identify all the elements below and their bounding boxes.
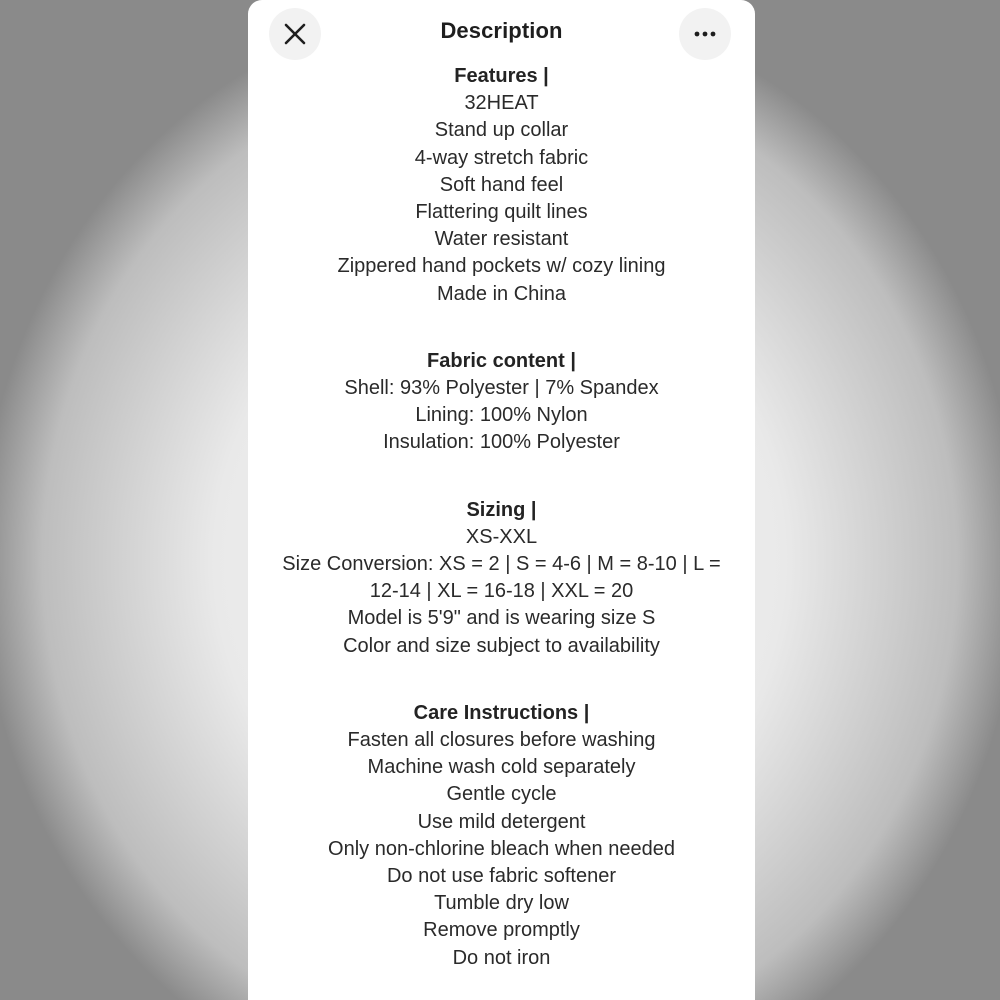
fabric-line: Lining: 100% Nylon [415, 404, 588, 427]
sheet-header [248, 0, 755, 66]
section-title: Care Instructions | [413, 701, 590, 724]
feature-line: Soft hand feel [439, 173, 564, 196]
feature-line: 4-way stretch fabric [414, 146, 589, 169]
feature-line: Zippered hand pockets w/ cozy lining [337, 255, 666, 278]
features-section [266, 63, 737, 308]
feature-line: Stand up collar [434, 119, 569, 142]
description-body [266, 63, 737, 972]
sizing-line: Model is 5'9" and is wearing size S [347, 607, 656, 630]
fabric-section [266, 348, 737, 457]
feature-line: 32HEAT [464, 92, 539, 115]
feature-line: Made in China [437, 282, 566, 305]
care-line: Do not iron [452, 946, 551, 969]
sizing-section [266, 497, 737, 660]
section-title: Fabric content | [427, 349, 576, 372]
more-horizontal-icon [693, 30, 717, 38]
sizing-line: 12-14 | XL = 16-18 | XXL = 20 [369, 580, 634, 603]
feature-line: Flattering quilt lines [415, 201, 588, 224]
care-line: Machine wash cold separately [367, 756, 636, 779]
section-title: Sizing | [466, 498, 537, 521]
fabric-line: Shell: 93% Polyester | 7% Spandex [344, 377, 659, 400]
sizing-line: Size Conversion: XS = 2 | S = 4-6 | M = 8-10 | L = [282, 553, 721, 576]
care-line: Tumble dry low [434, 892, 569, 915]
care-line: Use mild detergent [417, 810, 586, 833]
section-title: Features | [454, 65, 549, 87]
care-line: Only non-chlorine bleach when needed [328, 837, 675, 860]
more-options-button[interactable] [679, 8, 731, 60]
description-sheet [248, 0, 755, 1000]
care-line: Gentle cycle [446, 783, 557, 806]
page-title: Description [440, 18, 563, 43]
feature-line: Water resistant [434, 228, 569, 251]
sizing-line: Color and size subject to availability [343, 634, 660, 657]
fabric-line: Insulation: 100% Polyester [383, 431, 620, 454]
care-line: Remove promptly [423, 919, 580, 942]
care-line: Do not use fabric softener [386, 865, 616, 888]
care-section [266, 700, 737, 972]
care-line: Fasten all closures before washing [347, 729, 656, 752]
sizing-line: XS-XXL [465, 525, 538, 548]
